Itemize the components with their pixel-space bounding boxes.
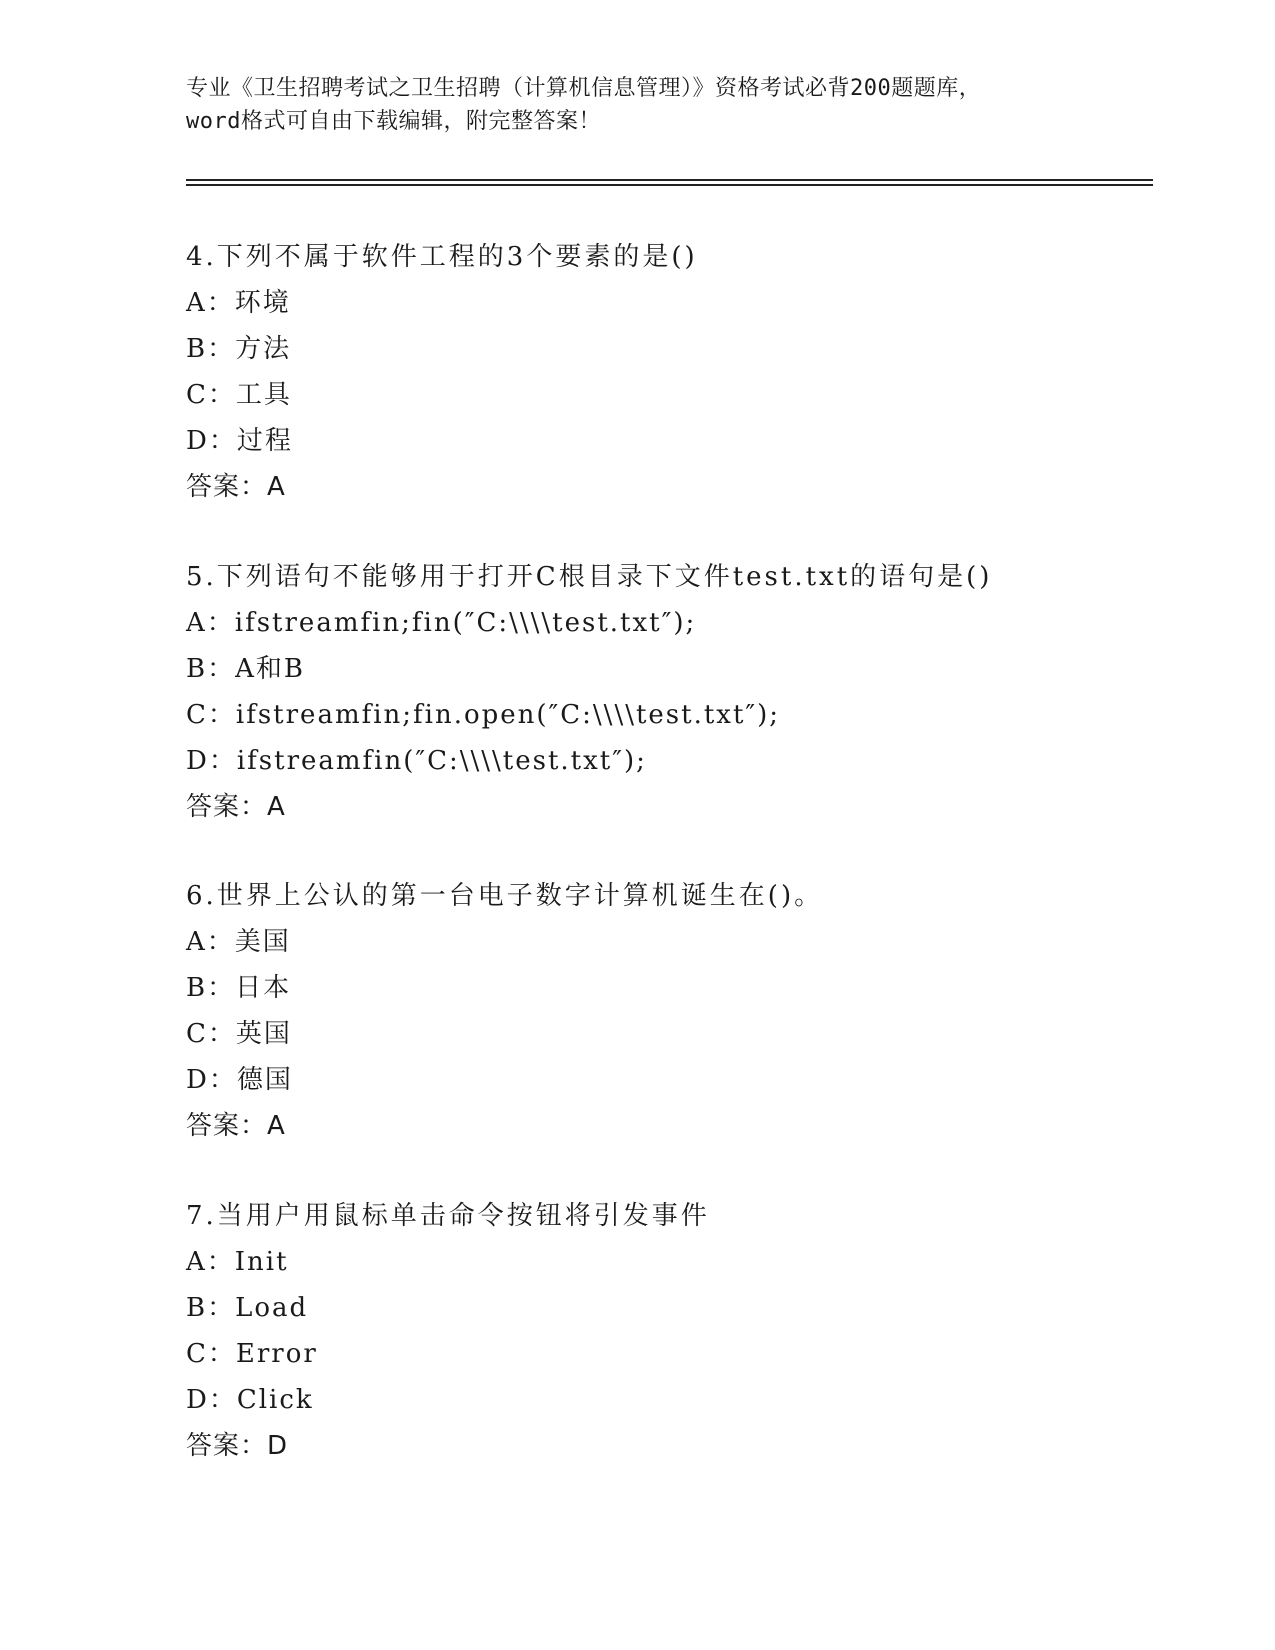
option-c: C：ifstreamfin;fin.open(″C:\\\\test.txt″); [186,700,781,730]
option-a: A：ifstreamfin;fin(″C:\\\\test.txt″); [186,608,697,638]
header-divider-top [186,179,1153,181]
document-header [186,72,1086,138]
header-divider-bottom [186,184,1153,186]
option-a: A：Init [186,1247,289,1277]
question-title: 5.下列语句不能够用于打开C根目录下文件test.txt的语句是() [186,562,993,592]
option-b: B：A和B [186,654,305,684]
option-d: D：ifstreamfin(″C:\\\\test.txt″); [186,746,647,776]
question-title: 7.当用户用鼠标单击命令按钮将引发事件 [186,1201,710,1231]
option-b: B：方法 [186,334,292,364]
question-7 [186,1193,1166,1469]
header-line-2: word格式可自由下载编辑，附完整答案！ [186,109,601,134]
question-title: 6.世界上公认的第一台电子数字计算机诞生在()。 [186,881,824,911]
header-line-1: 专业《卫生招聘考试之卫生招聘（计算机信息管理）》资格考试必背200题题库， [186,76,982,101]
answer-line: 答案：D [186,1431,289,1461]
question-5 [186,554,1166,830]
option-d: D：Click [186,1385,314,1415]
option-c: C：Error [186,1339,318,1369]
answer-line: 答案：A [186,472,286,502]
option-a: A：环境 [186,288,291,318]
option-b: B：Load [186,1293,309,1323]
question-6 [186,873,1166,1149]
option-d: D：过程 [186,426,293,456]
question-4 [186,234,1166,510]
option-c: C：工具 [186,380,292,410]
option-b: B：日本 [186,973,292,1003]
answer-line: 答案：A [186,792,286,822]
option-a: A：美国 [186,927,291,957]
option-d: D：德国 [186,1065,293,1095]
option-c: C：英国 [186,1019,292,1049]
question-title: 4.下列不属于软件工程的3个要素的是() [186,242,698,272]
answer-line: 答案：A [186,1111,286,1141]
